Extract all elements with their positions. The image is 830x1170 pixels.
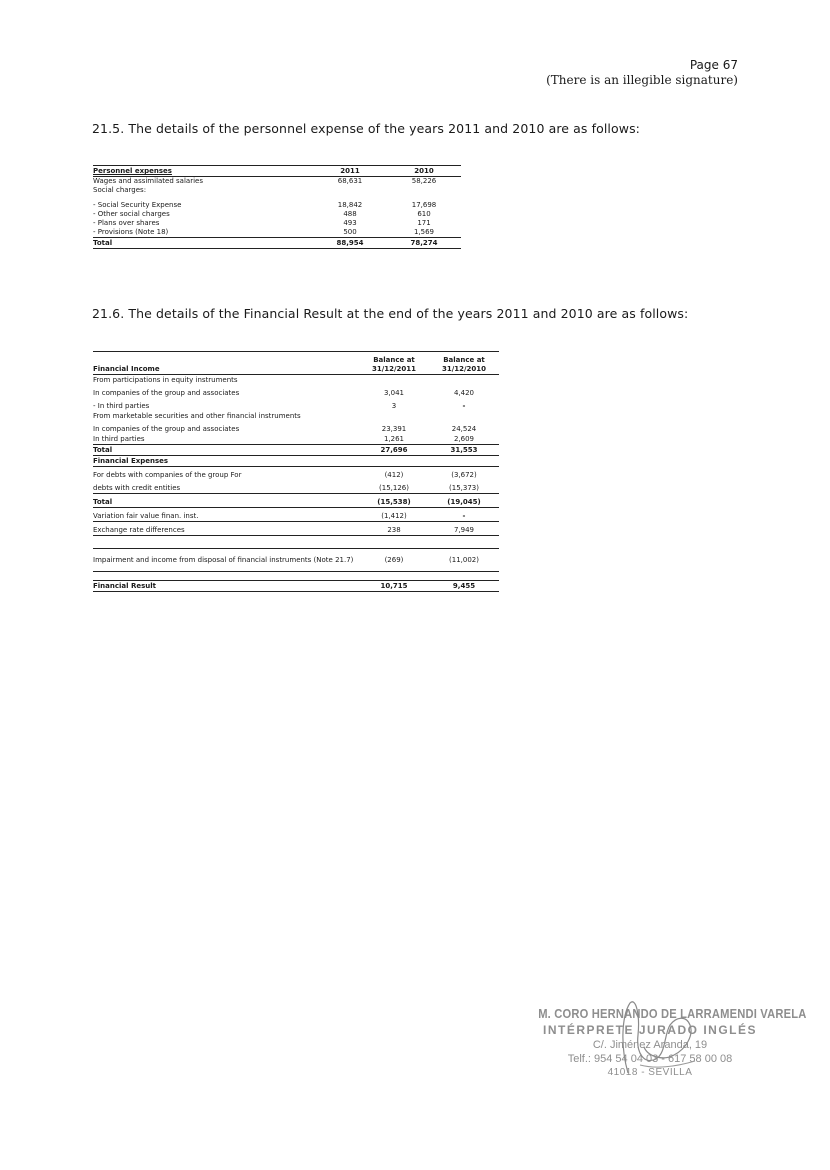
cell-value: (15,373) (429, 480, 499, 494)
financial-result-row (93, 581, 499, 592)
spacer-row (93, 572, 499, 581)
cell-value: (1,412) (359, 508, 429, 522)
column-header-line: Balance at (373, 356, 415, 364)
financial-expenses-header: Financial Expenses (93, 456, 359, 467)
total-value: 31,553 (429, 445, 499, 456)
total-value: 88,954 (313, 238, 387, 249)
row-label: Variation fair value finan. inst. (93, 508, 359, 522)
total-label: Total (93, 238, 313, 249)
cell-value: 23,391 (381, 425, 407, 433)
stamp-line: M. CORO HERNANDO DE LARRAMENDI VARELA (538, 1006, 807, 1021)
cell-value (359, 375, 429, 386)
column-header-line: 31/12/2010 (441, 365, 487, 373)
section-heading-financial: 21.6. The details of the Financial Result at the end of the years 2011 and 2010 are as follows: (92, 306, 689, 321)
cell-value: 4,420 (453, 389, 475, 397)
total-value: (15,538) (359, 494, 429, 508)
row-label: debts with credit entities (93, 480, 359, 494)
row-label: - Social Security Expense (93, 201, 182, 209)
column-header-2010 (429, 354, 499, 375)
table-row (93, 480, 499, 494)
table-row (93, 522, 499, 536)
table-header-row (93, 166, 461, 177)
column-header: 2010 (387, 166, 461, 177)
cell-value: (269) (359, 549, 429, 572)
table-row (93, 421, 499, 434)
cell-value: 1,261 (359, 434, 429, 445)
row-label: In companies of the group and associates (93, 425, 240, 433)
cell-value: 7,949 (429, 522, 499, 536)
page-number: Page 67 (689, 58, 738, 72)
financial-expenses-header-row (93, 456, 499, 467)
cell-value: - (429, 508, 499, 522)
table-row (93, 219, 461, 228)
total-value: 78,274 (387, 238, 461, 249)
cell-value (387, 186, 461, 195)
cell-value: 24,524 (451, 425, 477, 433)
table-row (93, 210, 461, 219)
financial-result-table (93, 351, 499, 592)
financial-income-header: Financial Income (93, 354, 359, 375)
cell-value: 3 (391, 402, 397, 410)
stamp-line: Telf.: 954 54 04 03 - 617 58 00 08 (567, 1053, 733, 1065)
cell-value: 2,609 (429, 434, 499, 445)
stamp-line: C/. Jiménez Aranda, 19 (592, 1039, 708, 1051)
cell-value: 3,041 (383, 389, 405, 397)
total-label: Financial Result (93, 581, 359, 592)
total-row (93, 445, 499, 456)
cell-value: 493 (343, 219, 357, 227)
handwritten-signature (600, 995, 710, 1085)
table-row (93, 508, 499, 522)
cell-value (429, 375, 499, 386)
table-row (93, 228, 461, 238)
cell-value: (15,126) (359, 480, 429, 494)
table-row (93, 434, 499, 445)
row-label: For debts with companies of the group For (93, 471, 242, 479)
row-label: - Plans over shares (93, 219, 160, 227)
stamp-line: INTÉRPRETE JURADO INGLÉS (542, 1023, 758, 1037)
total-label: Total (93, 445, 359, 456)
table-row (93, 467, 499, 481)
row-label: - Other social charges (93, 210, 170, 218)
row-label: - In third parties (93, 402, 150, 410)
row-label: Impairment and income from disposal of financial instruments (Note 21.7) (93, 549, 359, 572)
column-header-line: 31/12/2011 (371, 365, 417, 373)
spacer-row (93, 536, 499, 549)
table-row (93, 186, 461, 195)
table-row (93, 201, 461, 210)
total-value: 10,715 (359, 581, 429, 592)
column-header: Personnel expenses (93, 166, 313, 177)
signature-note: (There is an illegible signature) (546, 73, 738, 87)
cell-value: 1,569 (413, 228, 435, 236)
column-header: 2011 (313, 166, 387, 177)
total-label: Total (93, 494, 359, 508)
row-label: Wages and assimilated salaries (93, 177, 203, 185)
table-row (93, 177, 461, 187)
row-label: Social charges: (93, 186, 147, 194)
table-row (93, 385, 499, 398)
cell-value: (11,002) (429, 549, 499, 572)
cell-value (313, 186, 387, 195)
column-header-2011 (359, 354, 429, 375)
row-label: Exchange rate differences (93, 522, 359, 536)
total-row (93, 238, 461, 249)
cell-value: 17,698 (411, 201, 437, 209)
row-label: From participations in equity instruments (93, 376, 238, 384)
page-header (546, 58, 738, 88)
total-row (93, 494, 499, 508)
cell-value: 18,842 (337, 201, 363, 209)
cell-value: 488 (343, 210, 357, 218)
cell-value: 58,226 (411, 177, 437, 185)
cell-value: - (462, 402, 466, 410)
row-label: - Provisions (Note 18) (93, 228, 169, 236)
cell-value: 171 (417, 219, 431, 227)
stamp-line: 41018 - SEVILLA (607, 1067, 693, 1078)
table-row (93, 411, 499, 421)
cell-value: 238 (359, 522, 429, 536)
cell-value (359, 411, 429, 421)
table-row (93, 375, 499, 386)
row-label: From marketable securities and other financial instruments (93, 412, 301, 420)
table-row (93, 398, 499, 411)
row-label: In third parties (93, 434, 359, 445)
table-row (93, 549, 499, 572)
cell-value: 610 (417, 210, 431, 218)
row-label: In companies of the group and associates (93, 389, 240, 397)
section-heading-personnel: 21.5. The details of the personnel expense of the years 2011 and 2010 are as follows: (92, 121, 640, 136)
personnel-expenses-table (93, 165, 461, 249)
cell-value: (412) (384, 471, 404, 479)
cell-value: 68,631 (337, 177, 363, 185)
total-value: (19,045) (429, 494, 499, 508)
table-header-row (93, 354, 499, 375)
cell-value (429, 411, 499, 421)
cell-value: 500 (343, 228, 357, 236)
column-header-line: Balance at (443, 356, 485, 364)
total-value: 27,696 (359, 445, 429, 456)
cell-value: (3,672) (451, 471, 477, 479)
total-value: 9,455 (429, 581, 499, 592)
